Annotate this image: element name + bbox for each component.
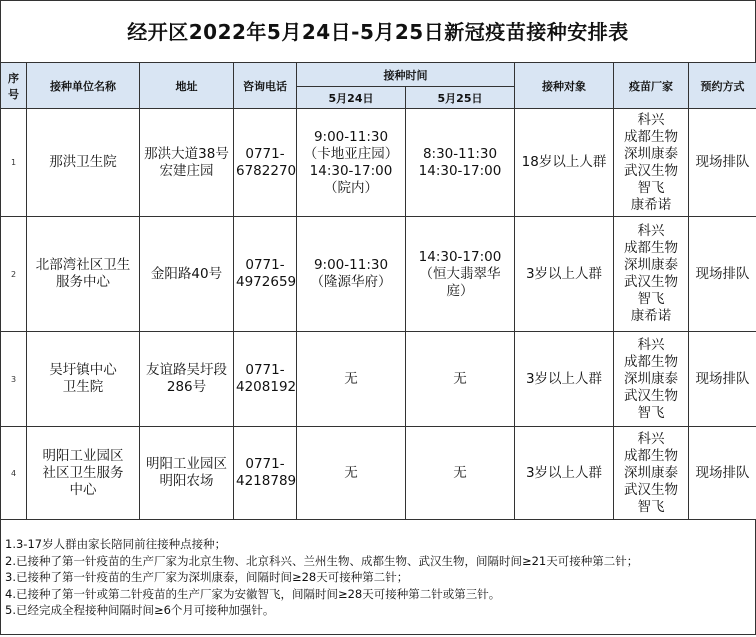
phone-number: [234, 109, 297, 217]
note-line: 3.已接种了第一针疫苗的生产厂家为深圳康泰，间隔时间≥28天可接种第二针；: [5, 570, 409, 585]
vaccine-makers-line: 成都生物: [624, 353, 678, 370]
note-line: 2.已接种了第一针疫苗的生产厂家为北京生物、北京科兴、兰州生物、成都生物、武汉生物，间隔时间≥21天可接种第二针；: [5, 553, 639, 568]
address: [140, 427, 234, 520]
time-may-25-line: （恒大翡翠华: [419, 265, 501, 282]
time-may-25-line: 14:30-17:00: [418, 162, 502, 179]
unit-name: [27, 427, 140, 520]
phone-number-line: 0771-: [245, 145, 285, 162]
page-title: 经开区2022年5月24日-5月25日新冠疫苗接种安排表: [0, 0, 756, 62]
vaccine-makers-line: 科兴: [637, 430, 665, 447]
address-line: 宏建庄园: [159, 162, 214, 179]
unit-name-line: 卫生院: [62, 379, 104, 395]
unit-name-line: 服务中心: [56, 274, 110, 290]
target-group: 3岁以上人群: [515, 217, 614, 332]
vaccine-makers-line: 武汉生物: [624, 481, 678, 498]
vaccine-makers-line: 康希诺: [630, 308, 672, 324]
target-group: 3岁以上人群: [515, 427, 614, 520]
vaccine-makers-line: 康希诺: [630, 196, 672, 213]
booking-method: 现场排队: [689, 427, 756, 520]
note-line: 5.已经完成全程接种间隔时间≥6个月可接种加强针。: [5, 603, 275, 618]
unit-name-line: 北部湾社区卫生: [35, 257, 131, 273]
time-may-25-line: 8:30-11:30: [422, 145, 498, 162]
unit-name-line: 中心: [69, 481, 97, 498]
phone-number-line: 0771-: [245, 456, 285, 472]
table-row: [1, 109, 756, 217]
vaccine-makers-line: 成都生物: [624, 128, 678, 145]
time-may-24-line: 9:00-11:30: [313, 128, 389, 145]
time-may-25-line: 14:30-17:00: [418, 248, 502, 265]
unit-name: [27, 217, 140, 332]
header-index: 序号: [1, 63, 27, 109]
address-line: 友谊路吴圩段: [146, 362, 227, 378]
booking-method: 现场排队: [689, 217, 756, 332]
vaccine-makers-line: 科兴: [637, 336, 665, 353]
vaccine-makers-line: 智飞: [637, 498, 665, 515]
phone-number-line: 0771-: [245, 362, 285, 378]
time-may-24-line: 无: [344, 370, 358, 387]
vaccine-makers-line: 武汉生物: [624, 162, 678, 179]
vaccine-makers-line: 武汉生物: [624, 274, 678, 290]
phone-number: [234, 427, 297, 520]
notes: [0, 520, 756, 635]
table-row: [1, 332, 756, 427]
phone-number-line: 4218789: [236, 473, 297, 489]
vaccine-makers-line: 成都生物: [624, 240, 678, 256]
vaccine-makers-line: 武汉生物: [624, 387, 678, 404]
header-unit: 接种单位名称: [27, 63, 140, 109]
unit-name-line: 那洪卫生院: [49, 154, 117, 170]
vaccine-makers-line: 智飞: [637, 291, 665, 307]
table-row: [1, 217, 756, 332]
header-address: 地址: [140, 63, 234, 109]
vaccine-makers-line: 深圳康泰: [624, 145, 678, 162]
vaccine-makers: [614, 427, 689, 520]
header-date1: 5月24日: [297, 87, 406, 109]
address-line: 那洪大道38号: [144, 145, 229, 162]
schedule-table: [0, 62, 756, 520]
address-line: 明阳工业园区: [146, 456, 227, 472]
row-index: 1: [1, 109, 27, 217]
time-may-25: [406, 217, 515, 332]
phone-number: [234, 332, 297, 427]
vaccine-makers-line: 科兴: [637, 111, 665, 128]
time-may-25: [406, 332, 515, 427]
phone-number-line: 0771-: [245, 257, 285, 273]
vaccine-makers-line: 科兴: [637, 223, 665, 239]
vaccine-makers-line: 智飞: [637, 179, 665, 196]
time-may-24: [297, 332, 406, 427]
time-may-24-line: （院内）: [324, 179, 378, 196]
booking-method: 现场排队: [689, 332, 756, 427]
time-may-24-line: （隆源华府）: [310, 274, 392, 290]
time-may-24-line: 无: [344, 464, 358, 481]
vaccine-makers: [614, 109, 689, 217]
row-index: 4: [1, 427, 27, 520]
phone-number-line: 4972659: [236, 274, 297, 290]
vaccine-makers-line: 深圳康泰: [624, 257, 678, 273]
header-maker: 疫苗厂家: [614, 63, 689, 109]
note-line: 1.3-17岁人群由家长陪同前往接种点接种；: [5, 537, 227, 551]
time-may-25-line: 庭）: [446, 282, 474, 299]
note-line: 4.已接种了第一针或第二针疫苗的生产厂家为安徽智飞，间隔时间≥28天可接种第二针或第三针。: [5, 586, 501, 601]
time-may-25-line: 无: [453, 464, 467, 481]
header-phone: 咨询电话: [234, 63, 297, 109]
header-target: 接种对象: [515, 63, 614, 109]
unit-name: [27, 109, 140, 217]
schedule-rows: [1, 109, 756, 520]
unit-name-line: 明阳工业园区: [42, 447, 124, 464]
vaccine-makers-line: 成都生物: [624, 447, 678, 464]
vaccine-makers-line: 智飞: [637, 404, 665, 421]
time-may-24: [297, 427, 406, 520]
unit-name: [27, 332, 140, 427]
header-booking: 预约方式: [689, 63, 756, 109]
row-index: 3: [1, 332, 27, 427]
address: [140, 332, 234, 427]
vaccine-makers: [614, 217, 689, 332]
vaccine-makers: [614, 332, 689, 427]
time-may-25-line: 无: [453, 370, 467, 387]
address-line: 286号: [166, 379, 207, 395]
unit-name-line: 社区卫生服务: [42, 464, 124, 481]
address: [140, 217, 234, 332]
phone-number-line: 6782270: [236, 162, 297, 179]
phone-number: [234, 217, 297, 332]
time-may-24-line: （卡地亚庄园）: [303, 145, 399, 162]
time-may-24-line: 14:30-17:00: [309, 162, 393, 179]
address-line: 明阳农场: [159, 473, 214, 489]
vaccine-makers-line: 深圳康泰: [624, 370, 678, 387]
address: [140, 109, 234, 217]
row-index: 2: [1, 217, 27, 332]
unit-name-line: 吴圩镇中心: [49, 362, 117, 378]
time-may-25: [406, 109, 515, 217]
booking-method: 现场排队: [689, 109, 756, 217]
target-group: 18岁以上人群: [515, 109, 614, 217]
address-line: 金阳路40号: [150, 265, 223, 282]
target-group: 3岁以上人群: [515, 332, 614, 427]
table-row: [1, 427, 756, 520]
time-may-24: [297, 109, 406, 217]
header-time: 接种时间: [297, 63, 515, 87]
time-may-24-line: 9:00-11:30: [313, 257, 389, 273]
header-date2: 5月25日: [406, 87, 515, 109]
vaccine-makers-line: 深圳康泰: [624, 464, 678, 481]
phone-number-line: 4208192: [236, 379, 297, 395]
time-may-24: [297, 217, 406, 332]
time-may-25: [406, 427, 515, 520]
